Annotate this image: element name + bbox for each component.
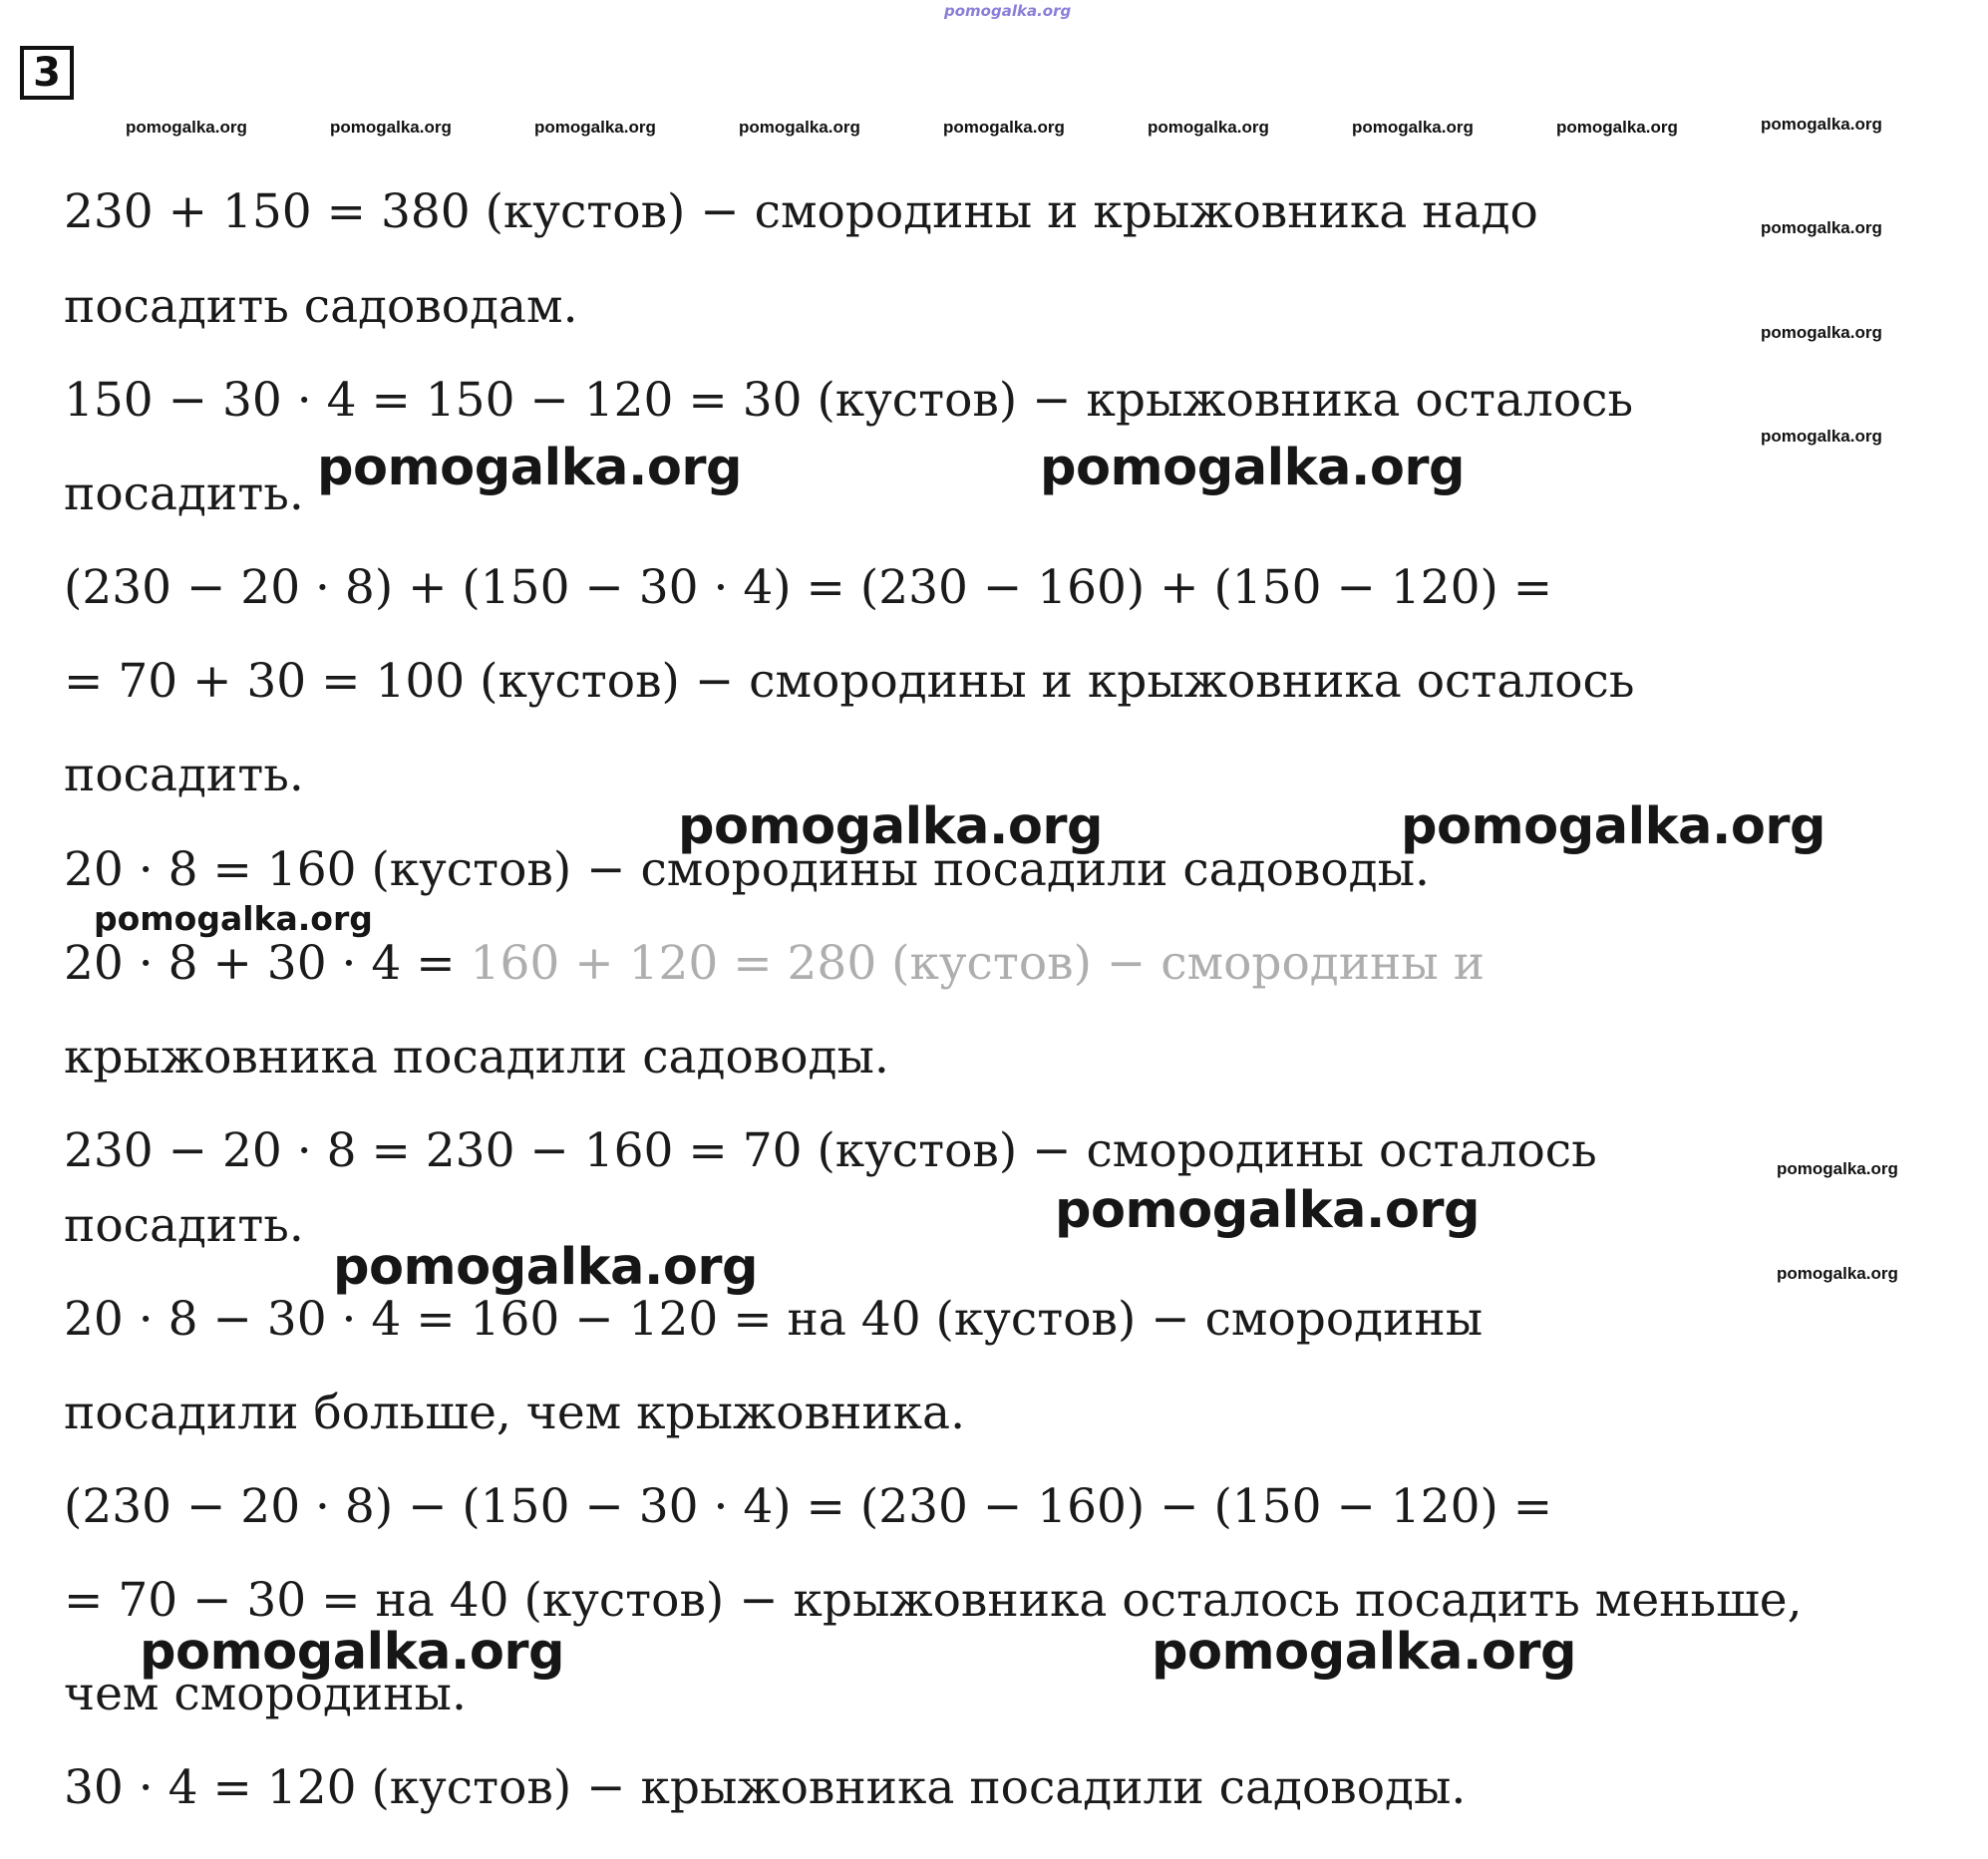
watermark-large: pomogalka.org — [1055, 1181, 1481, 1240]
watermark-small: pomogalka.org — [1761, 323, 1882, 342]
solution-line: 20 · 8 − 30 · 4 = 160 − 120 = на 40 (кустов) − смородины — [64, 1292, 1484, 1347]
task-number-box: 3 — [20, 46, 74, 100]
solution-line: = 70 − 30 = на 40 (кустов) − крыжовника осталось посадить меньше, — [64, 1573, 1803, 1628]
watermark-small: pomogalka.org — [1777, 1264, 1898, 1283]
watermark-small: pomogalka.org — [739, 118, 860, 137]
watermark-small: pomogalka.org — [1352, 118, 1474, 137]
watermark-small: pomogalka.org — [1148, 118, 1269, 137]
solution-line: 230 + 150 = 380 (кустов) − смородины и крыжовника надо — [64, 184, 1538, 239]
solution-line: 20 · 8 = 160 (кустов) − смородины посадили садоводы. — [64, 842, 1430, 897]
watermark-large: pomogalka.org — [317, 439, 743, 497]
watermark-medium: pomogalka.org — [94, 899, 373, 938]
watermark-large: pomogalka.org — [333, 1238, 759, 1297]
watermark-large: pomogalka.org — [140, 1623, 565, 1682]
watermark-large: pomogalka.org — [1401, 797, 1826, 856]
watermark-small: pomogalka.org — [330, 118, 452, 137]
watermark-large: pomogalka.org — [1152, 1623, 1577, 1682]
solution-line — [64, 936, 1485, 991]
watermark-small: pomogalka.org — [126, 118, 247, 137]
watermark-small: pomogalka.org — [1761, 115, 1882, 134]
solution-line: (230 − 20 · 8) − (150 − 30 · 4) = (230 − 160) − (150 − 120) = — [64, 1479, 1553, 1534]
solution-line: посадить. — [64, 1198, 304, 1253]
watermark-small: pomogalka.org — [534, 118, 656, 137]
solution-line-start: 20 · 8 + 30 · 4 = — [64, 936, 471, 991]
solution-line: 150 − 30 · 4 = 150 − 120 = 30 (кустов) − крыжовника осталось — [64, 373, 1634, 428]
solution-line: 230 − 20 · 8 = 230 − 160 = 70 (кустов) − смородины осталось — [64, 1123, 1597, 1178]
watermark-small: pomogalka.org — [1761, 427, 1882, 446]
watermark-large: pomogalka.org — [678, 797, 1104, 856]
solution-line: посадить. — [64, 466, 304, 521]
solution-line: крыжовника посадили садоводы. — [64, 1030, 889, 1084]
watermark-small: pomogalka.org — [1761, 218, 1882, 237]
solution-line-faded: 160 + 120 = 280 (кустов) − смородины и — [470, 936, 1486, 991]
solution-line: посадить. — [64, 748, 304, 802]
solution-line: посадили больше, чем крыжовника. — [64, 1386, 966, 1440]
solution-line: посадить садоводам. — [64, 279, 578, 334]
watermark-small: pomogalka.org — [1556, 118, 1678, 137]
top-watermark: pomogalka.org — [944, 2, 1072, 20]
solution-line: 30 · 4 = 120 (кустов) − крыжовника посадили садоводы. — [64, 1760, 1467, 1815]
solution-line: чем смородины. — [64, 1667, 467, 1721]
watermark-small: pomogalka.org — [943, 118, 1065, 137]
solution-line: = 70 + 30 = 100 (кустов) − смородины и крыжовника осталось — [64, 654, 1635, 709]
watermark-large: pomogalka.org — [1040, 439, 1466, 497]
watermark-small: pomogalka.org — [1777, 1159, 1898, 1178]
solution-line: (230 − 20 · 8) + (150 − 30 · 4) = (230 − 160) + (150 − 120) = — [64, 560, 1553, 615]
